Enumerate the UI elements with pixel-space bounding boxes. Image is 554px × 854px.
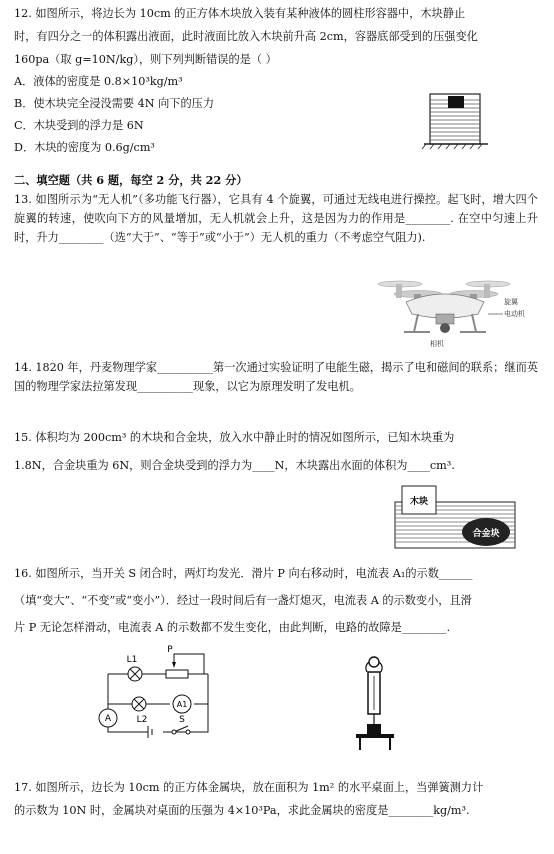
q12-option-a: A．液体的密度是 0.8×10³kg/m³ <box>14 75 183 88</box>
a1-label: A1 <box>176 700 188 709</box>
a-label: A <box>104 714 112 724</box>
q12-line-1: 12. 如图所示，将边长为 10cm 的正方体木块放入装有某种液体的圆柱形容器中，木块静止 <box>14 7 466 20</box>
q12-line-2: 时，有四分之一的体积露出液面，此时液面比放入木块前升高 2cm，容器底部受到的压强变化 <box>14 30 478 43</box>
q16-line-2: （填“变大”、“不变”或“变小”）．经过一段时间后有一盏灯熄灭，电流表 A 的示数变小，且滑 <box>14 594 472 607</box>
spring-scale-figure <box>340 652 410 752</box>
l2-label: L2 <box>136 715 148 725</box>
wood-label: 木块 <box>409 497 429 507</box>
q16-line-1: 16. 如图所示，当开关 S 闭合时，两灯均发光．滑片 P 向右移动时，电流表 A₁的示数______ <box>14 567 473 580</box>
motor-label: 电动机 <box>504 310 525 318</box>
q17-line-2: 的示数为 10N 时，金属块对桌面的压强为 4×10³Pa，求此金属块的密度是________kg/m³. <box>14 804 470 817</box>
rotor-label: 旋翼 <box>504 298 518 306</box>
l1-label: L1 <box>126 655 138 665</box>
alloy-label: 合金块 <box>472 529 500 539</box>
wood-alloy-figure <box>390 480 520 552</box>
q12-option-d: D．木块的密度为 0.6g/cm³ <box>14 141 155 154</box>
wood-block <box>448 96 464 108</box>
q12-option-b: B．使木块完全浸没需要 4N 向下的压力 <box>14 97 215 110</box>
section-heading: 二、填空题（共 6 题，每空 2 分，共 22 分） <box>14 173 248 187</box>
q14-text: 14. 1820 年，丹麦物理学家__________第一次通过实验证明了电能生磁，揭示了电和磁间的联系；继而英国的物理学家法拉第发现__________现象，以它为原理发明了发电机。 <box>14 361 538 393</box>
rheostat <box>166 670 188 678</box>
q16-line-3: 片 P 无论怎样滑动，电流表 A 的示数都不发生变化，由此判断，电路的故障是________. <box>14 621 451 634</box>
q13-text: 13. 如图所示为“无人机”（多功能飞行器），它具有 4 个旋翼，可通过无线电进行操控。起飞时，增大四个旋翼的转速，使吹向下方的风量增加，无人机就会上升，这是因为力的作用是________. 在空中匀速上升时，升力________（选“大于”、“等于”或“小于”）无人机的重力（不考虑空气阻力). <box>14 193 538 244</box>
q15-line-1: 15. 体积均为 200cm³ 的木块和合金块，放入水中静止时的情况如图所示，已知木块重为 <box>14 431 455 444</box>
circuit-figure <box>88 642 228 754</box>
q12-line-3: 160pa（取 g=10N/kg），则下列判断错误的是（ ） <box>14 53 277 66</box>
q12-option-c: C．木块受到的浮力是 6N <box>14 119 144 132</box>
s-label: S <box>179 715 185 725</box>
container-block-figure <box>418 70 508 152</box>
drone-figure <box>370 270 540 350</box>
camera-label: 相机 <box>430 340 444 348</box>
p-label: P <box>167 645 173 655</box>
q17-line-1: 17. 如图所示，边长为 10cm 的正方体金属块，放在面积为 1m² 的水平桌面上，当弹簧测力计 <box>14 781 484 794</box>
slider-p <box>172 662 176 668</box>
q15-line-2: 1.8N，合金块重为 6N，则合金块受到的浮力为____N，木块露出水面的体积为____cm³. <box>14 459 455 472</box>
